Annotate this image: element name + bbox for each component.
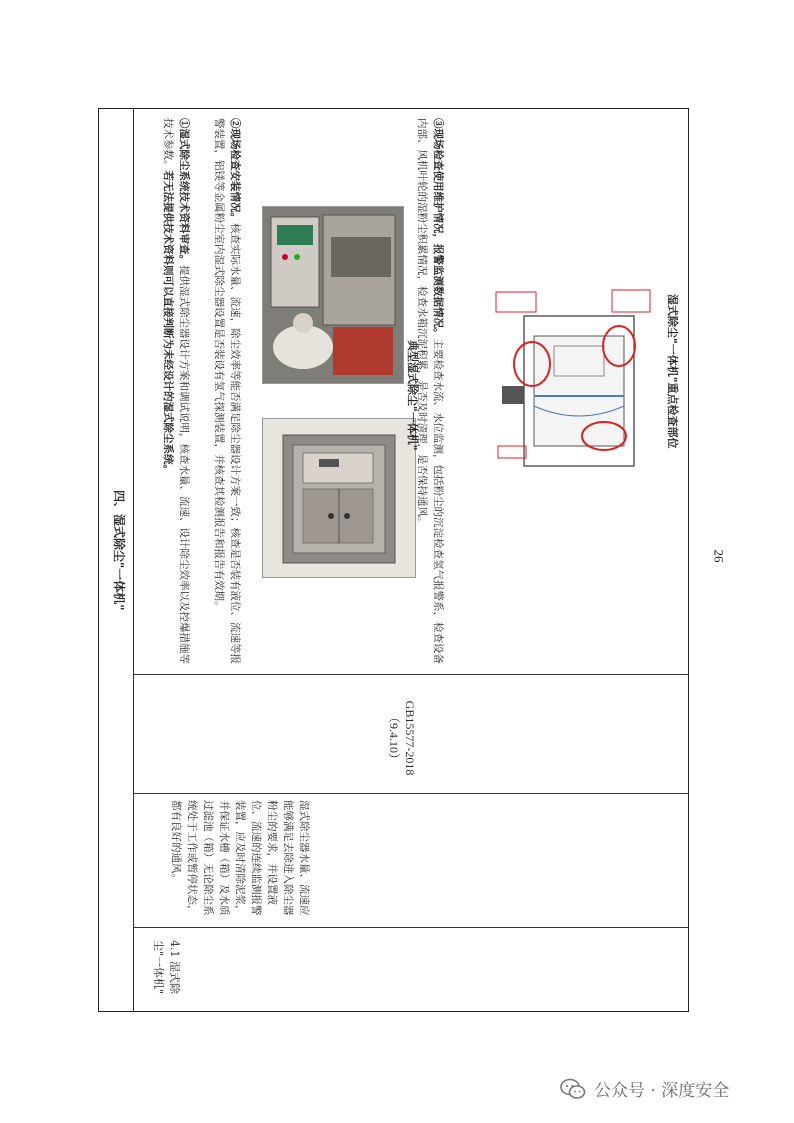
check-1 [160, 118, 192, 673]
figure-1-caption: 典型湿式除尘"一体机" [406, 340, 419, 451]
wechat-icon [560, 1078, 586, 1100]
figure-2-caption: 湿式除尘"一体机"重点检查部位 [666, 294, 679, 449]
watermark [560, 1076, 729, 1101]
site-installation-photo [262, 206, 404, 384]
check-2-text: 核查实际水量、流速，除尘效率等能否满足除尘器设计方案一致；核查是否装有液位、流速等报警装置，铝镁等金属粉尘室内湿式除尘器设置是否装设有氢气探测装置，并核查其检测报告和报告有效期。 [213, 118, 241, 664]
check-1-bold: 若无法提供技术资料则可以直接判断为未经设计的湿式除尘系统。 [162, 170, 174, 475]
column-divider-title [133, 108, 134, 1012]
check-2-title: ②现场检查安装情况。 [229, 118, 241, 223]
check-3 [414, 118, 446, 673]
requirement-text: 湿式除尘器水量、流速应能够满足去除进入除尘器粉尘的要求，并设置液位、流速的连续监测报警装置，应及时清除泥浆，并保证水槽（箱）及水质过滤池（箱）无论除尘系统处于工作或暂停状态，都有良好的通风。 [170, 800, 310, 916]
row-divider-3 [133, 927, 689, 928]
watermark-text: 公众号 · 深度安全 [594, 1081, 730, 1101]
standard-clause: （9.4.10） [387, 710, 401, 765]
check-1-text: 提供湿式除尘器设计方案和调试说明，核查水量、流速、设计除尘效率以及控爆措施等技术参数。 [162, 118, 190, 664]
standard-code: GB15577-2018 [403, 700, 417, 776]
inspection-points-diagram [494, 286, 654, 478]
check-1-title: ①湿式除尘系统技术资料审查。 [178, 118, 190, 265]
check-3-text: 主要检查水流、水位监测，包括粉尘的沉淀检查氢气报警系，检查设备内部、风机叶轮的湿粉尘积累情况，检查水箱沉泥积累，是否及时清理，是否保持通风。 [416, 118, 444, 664]
inspection-diagram-drawing [494, 286, 654, 478]
dust-collector-drawing [263, 419, 415, 577]
row-divider-1 [133, 674, 689, 675]
check-2 [211, 118, 243, 673]
section-title: 四、湿式除尘"一体机" [112, 490, 126, 611]
standard-reference [386, 688, 418, 788]
wet-dust-collector-photo [262, 418, 416, 578]
item-label-text: 4.1 湿式除尘"一体机" [152, 940, 181, 995]
check-3-title: ③现场检查使用维护情况，报警监测数据情况。 [432, 118, 444, 339]
row-divider-2 [133, 793, 689, 794]
page-number: 26 [711, 549, 727, 563]
item-label [150, 940, 182, 1006]
site-photo-drawing [263, 207, 403, 383]
